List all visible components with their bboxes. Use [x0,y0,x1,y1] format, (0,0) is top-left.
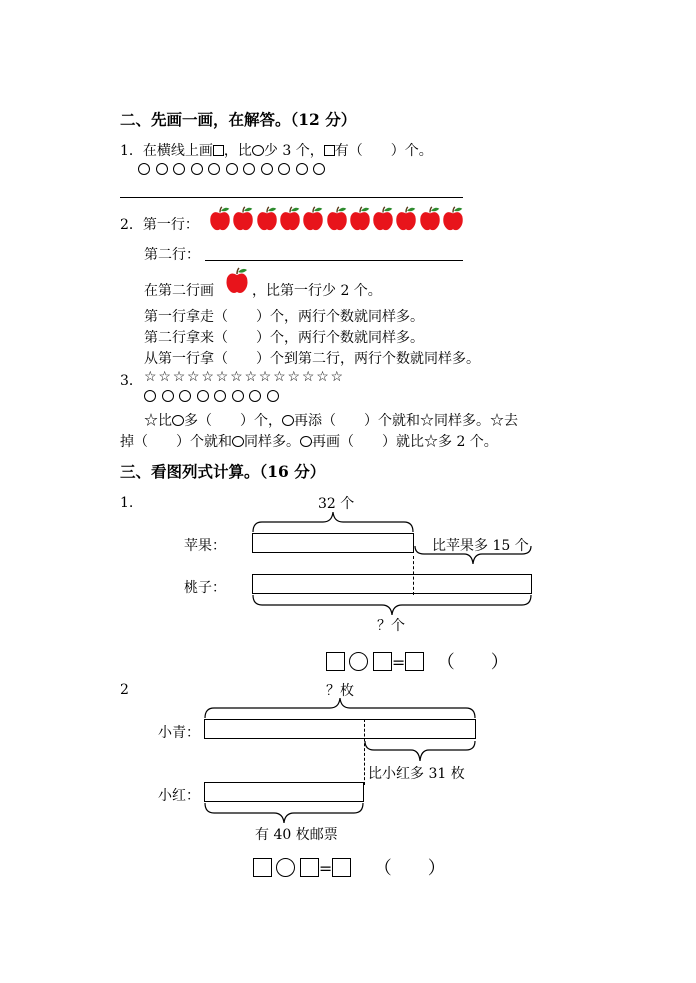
q3-l2-c: 再画（ ）就比☆多 2 个。 [312,434,498,450]
answer-box[interactable] [253,858,272,877]
apple-icon [208,206,232,232]
equals-sign: = [318,859,333,878]
apple-icon [325,206,349,232]
apple-icon [348,206,372,232]
circle-icon [282,415,294,426]
answer-box[interactable] [405,652,424,671]
q2-answer-line[interactable] [205,260,463,261]
apple-icon [255,206,279,232]
circle-icon [243,163,255,175]
answer-box[interactable] [300,858,319,877]
circle-icon [208,163,220,175]
circle-icon [144,390,156,402]
apple-icon [301,206,325,232]
q3-label: 3． [120,373,143,389]
answer-box[interactable] [326,652,345,671]
circle-icon [197,390,209,402]
square-icon [324,145,335,156]
operator-circle[interactable] [276,858,295,877]
circle-icon [267,390,279,402]
unit-paren[interactable]: （ ） [436,652,509,673]
apple-icon [418,206,442,232]
circle-icon [313,163,325,175]
circle-icon [162,390,174,402]
p2-extra-brace [364,740,476,762]
circle-icon [261,163,273,175]
q3-l2-a: 掉（ ）个就和 [120,434,232,450]
p1-equation [326,648,509,674]
circle-icon [249,390,261,402]
p2-extra-label: 比小红多 31 枚 [368,766,465,782]
apple-icon [225,267,249,295]
unit-paren[interactable]: （ ） [373,858,446,879]
p2-equation [253,854,446,880]
section2-title: 二、先画一画，在解答。（12 分） [120,110,357,129]
circle-icon [172,415,184,426]
circle-icon [226,163,238,175]
circle-icon [156,163,168,175]
answer-box[interactable] [332,858,351,877]
p1-bottom-brace [252,594,532,616]
q2-draw-suffix: ，比第一行少 2 个。 [252,283,382,299]
circle-icon [138,163,150,175]
p2-row2-label: 小红： [158,788,200,804]
q3-circle-row [144,389,284,405]
section3-title: 三、看图列式计算。（16 分） [120,462,326,481]
q3-star-row: ☆☆☆☆☆☆☆☆☆☆☆☆☆☆ [144,369,345,385]
q2-draw-prefix: 在第二行画 [144,283,214,299]
p2-top-label: ？枚 [326,683,354,699]
p2-xiaoqing-bar [204,719,476,739]
q1-prefix: 1．在横线上画 [120,143,213,159]
square-icon [213,145,224,156]
p1-row1-label: 苹果： [184,538,226,554]
circle-icon [173,163,185,175]
p2-number: 2 [120,682,129,698]
p1-extra-label: 比苹果多 15 个 [432,538,529,554]
circle-icon [300,436,312,447]
p1-peach-bar [252,574,532,594]
q2-line1: 第一行拿走（ ）个，两行个数就同样多。 [144,309,424,325]
circle-icon [191,163,203,175]
p1-top-label: 32 个 [318,496,355,512]
q1-mid1: ，比 [223,143,252,159]
p2-bottom-label: 有 40 枚邮票 [255,827,338,843]
p2-bottom-brace [204,802,364,824]
apple-icon [278,206,302,232]
p1-number: 1. [120,495,134,511]
q1-mid2: 少 3 个， [263,143,324,159]
apple-icon [371,206,395,232]
equals-sign: = [391,653,406,672]
q2-label: 2．第一行： [120,217,199,233]
circle-icon [278,163,290,175]
p2-row1-label: 小青： [158,725,200,741]
q3-line2 [120,431,498,451]
circle-icon [214,390,226,402]
circle-icon [232,436,244,447]
p1-row2-label: 桃子： [184,580,226,596]
q3-l1-a: ☆比 [144,413,172,429]
q2-line2: 第二行拿来（ ）个，两行个数就同样多。 [144,330,424,346]
answer-box[interactable] [373,652,392,671]
p2-top-brace [204,697,476,719]
circle-icon [179,390,191,402]
apple-icon [394,206,418,232]
q3-line1 [144,410,518,430]
q3-l1-c: 再添（ ）个就和☆同样多。☆去 [294,413,518,429]
p1-apple-bar [252,533,414,553]
q2-line3: 从第一行拿（ ）个到第二行，两行个数就同样多。 [144,351,480,367]
q3-l1-b: 多（ ）个， [184,413,282,429]
q1-circle-row [138,162,331,178]
apple-icon [441,206,465,232]
p2-xiaohong-bar [204,782,364,802]
p1-bottom-label: ？个 [377,618,405,634]
q2-row2-label: 第二行： [144,247,200,263]
q1-answer-line[interactable] [120,197,463,198]
circle-icon [232,390,244,402]
operator-circle[interactable] [349,652,368,671]
apple-icon [231,206,255,232]
p1-top-brace [252,511,414,533]
q1-mid3: 有（ ）个。 [334,143,433,159]
q3-l2-b: 同样多。 [244,434,300,450]
q1-text [120,140,433,160]
p1-dashed-divider [413,556,414,595]
circle-icon [296,163,308,175]
circle-icon [252,145,264,156]
